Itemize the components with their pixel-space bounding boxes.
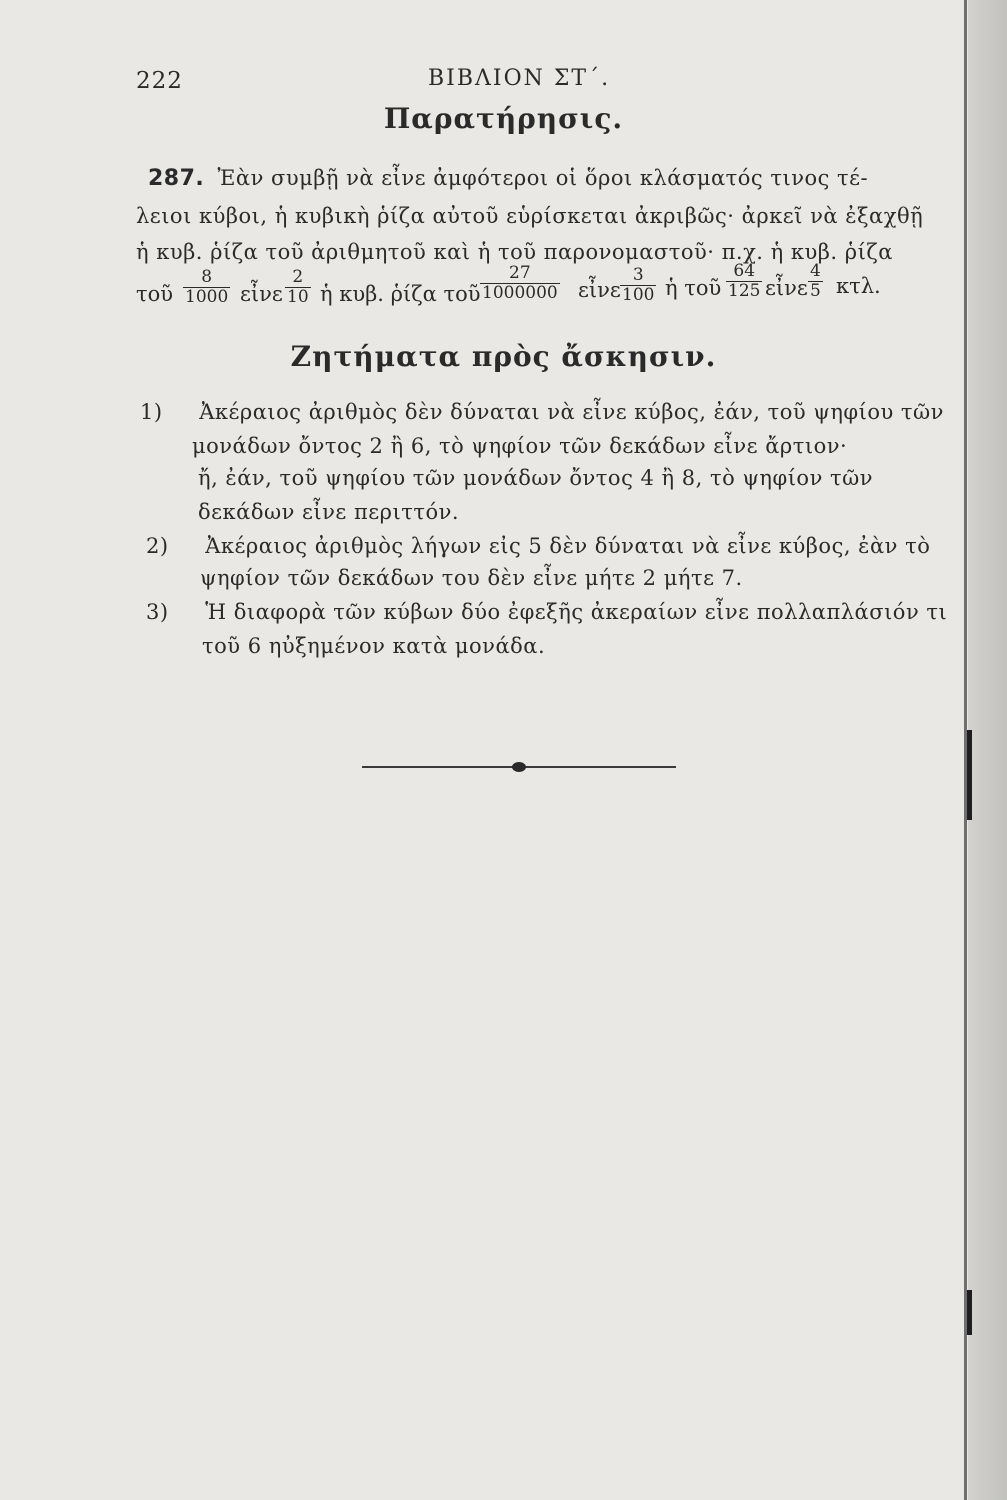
exercise-line: [140, 400, 944, 424]
exercise-number: 1): [140, 400, 163, 424]
fraction: [808, 262, 823, 300]
page-header: [0, 60, 1007, 100]
fraction-denominator: 125: [728, 280, 761, 301]
running-head: ΒΙΒΛΙΟΝ ΣΤ΄.: [428, 66, 611, 91]
exercise-number: 3): [146, 600, 169, 624]
fraction-numerator: 8: [201, 267, 213, 287]
fraction-denominator: 5: [810, 280, 821, 301]
example-word: ἡ κυβ. ῥίζα τοῦ: [320, 282, 481, 306]
fraction-denominator: 1000000: [482, 282, 558, 303]
example-word: εἶνε: [765, 276, 808, 300]
section-number: 287.: [148, 166, 205, 191]
fraction: [726, 262, 762, 300]
line-text: Ἡ διαφορὰ τῶν κύβων δύο ἐφεξῆς ἀκεραίων εἶνε πολλαπλάσιόν τι: [205, 600, 948, 624]
page-edge-mark: [967, 1290, 972, 1335]
exercise-line: μονάδων ὄντος 2 ἢ 6, τὸ ψηφίον τῶν δεκάδων εἶνε ἄρτιον·: [192, 434, 848, 458]
example-word: τοῦ: [136, 282, 174, 306]
fraction-numerator: 4: [810, 261, 821, 281]
paragraph-line: ἡ κυβ. ῥίζα τοῦ ἀριθμητοῦ καὶ ἡ τοῦ παρονομαστοῦ· π.χ. ἡ κυβ. ῥίζα: [136, 240, 893, 264]
exercise-line: τοῦ 6 ηὐξημένον κατὰ μονάδα.: [202, 634, 546, 658]
fraction-denominator: 1000: [185, 286, 229, 307]
fraction: [480, 264, 560, 302]
end-rule-ornament: [512, 762, 526, 772]
fraction: [183, 268, 230, 306]
exercise-line: [146, 600, 947, 624]
page-edge-mark: [967, 730, 972, 820]
fraction: [620, 266, 656, 304]
exercises-title: Ζητήματα πρὸς ἄσκησιν.: [290, 340, 717, 373]
fraction-numerator: 3: [632, 265, 644, 285]
example-word: εἶνε: [240, 282, 283, 306]
exercise-line: ψηφίον τῶν δεκάδων του δὲν εἶνε μήτε 2 μήτε 7.: [200, 566, 743, 590]
fraction-denominator: 10: [287, 286, 309, 307]
exercise-number: 2): [146, 534, 169, 558]
exercise-line: [146, 534, 930, 558]
fraction: [285, 268, 311, 306]
exercise-line: δεκάδων εἶνε περιττόν.: [198, 500, 460, 524]
fraction-numerator: 27: [509, 263, 531, 283]
fraction-numerator: 2: [292, 267, 304, 287]
paragraph-line: [148, 166, 868, 191]
example-word: εἶνε: [578, 278, 621, 302]
section-title: Παρατήρησις.: [383, 102, 624, 135]
page-number: 222: [136, 68, 183, 94]
fraction-numerator: 64: [733, 261, 756, 281]
page-edge-shadow: [968, 0, 1007, 1500]
line-text: Ἐὰν συμβῇ νὰ εἶνε ἀμφότεροι οἱ ὅροι κλάσματός τινος τέ-: [217, 166, 869, 190]
line-text: Ἀκέραιος ἀριθμὸς λήγων εἰς 5 δὲν δύναται νὰ εἶνε κύβος, ἐὰν τὸ: [205, 534, 931, 558]
line-text: Ἀκέραιος ἀριθμὸς δὲν δύναται νὰ εἶνε κύβος, ἐάν, τοῦ ψηφίου τῶν: [199, 400, 944, 424]
exercise-line: ἤ, ἐάν, τοῦ ψηφίου τῶν μονάδων ὄντος 4 ἢ 8, τὸ ψηφίον τῶν: [198, 466, 874, 490]
example-word: κτλ.: [836, 274, 881, 298]
fraction-denominator: 100: [622, 284, 655, 305]
example-word: ἡ τοῦ: [665, 276, 722, 300]
paragraph-line: λειοι κύβοι, ἡ κυβικὴ ῥίζα αὐτοῦ εὑρίσκεται ἀκριβῶς· ἀρκεῖ νὰ ἐξαχθῇ: [136, 204, 924, 228]
